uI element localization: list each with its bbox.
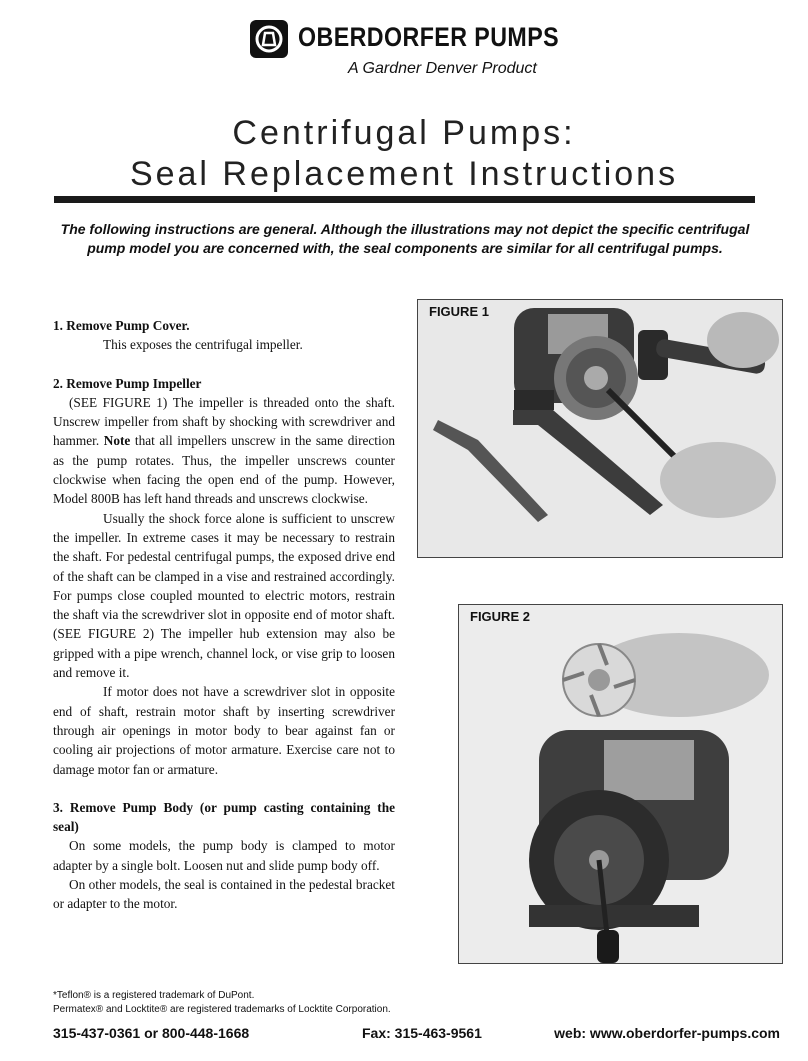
trademark-notes [53,989,391,1017]
brand-tagline: A Gardner Denver Product [348,60,537,77]
step1-heading: 1. Remove Pump Cover. [53,318,190,333]
figure-2-photo [459,605,782,963]
permatex-note: Permatex® and Locktite® are registered trademarks of Locktite Corporation. [53,1004,391,1015]
step3-paragraph1: On some models, the pump body is clamped to motor adapter by a single bolt. Loosen nut and slide pump body off. [53,838,395,873]
figure-1 [417,299,783,558]
note-label: Note [103,433,131,449]
step3-paragraph2: On other models, the seal is contained in the pedestal bracket or adapter to the motor. [53,877,395,912]
step1-body: This exposes the centrifugal impeller. [103,337,303,353]
footer-web[interactable]: web: www.oberdorfer-pumps.com [554,1025,780,1041]
step2-paragraph2: Usually the shock force alone is sufficient to unscrew the impeller. In extreme cases it may be necessary to restrain the shaft. For pedestal centrifugal pumps, the exposed drive end of the shaft can be clamped in a vise and restrained accordingly. For pumps close coupled mounted to electric motors, restrain the shaft via the screwdriver slot in opposite end of motor shaft. (SEE FIGURE 2) The impeller hub extension may also be gripped with a pipe wrench, channel lock, or vise grip to loosen and remove it. [53,510,395,681]
step2-paragraph1: (SEE FIGURE 1) The impeller is threaded onto the shaft. Unscrew impeller from shaft by shocking with screwdriver and hammer. Note that all impellers unscrew in the same direction as the pump rotates. Thus, the impeller unscrews counter clockwise when facing the open end of the pump. However, Model 800B has left hand threads and unscrews clockwise. [53,394,395,507]
instructions-column [53,316,395,914]
figure-2-label: FIGURE 2 [470,609,530,624]
figure-1-label: FIGURE 1 [429,304,489,319]
page-title-line1: Centrifugal Pumps: [232,114,576,152]
title-divider [54,196,755,203]
brand-name: OBERDORFER PUMPS [298,22,560,52]
logo-icon [250,20,288,58]
footer-phone: 315-437-0361 or 800-448-1668 [53,1025,250,1041]
page-title-line2: Seal Replacement Instructions [129,155,679,193]
step2-heading: 2. Remove Pump Impeller [53,375,202,391]
figure-2 [458,604,783,964]
footer-fax: Fax: 315-463-9561 [362,1025,482,1041]
teflon-note: *Teflon® is a registered trademark of DuPont. [53,990,255,1001]
intro-text: The following instructions are general. Although the illustrations may not depict the specific centrifugal pump model you are concerned with, the seal components are similar for all centrifugal pumps. [60,221,750,256]
step2-paragraph3: If motor does not have a screwdriver slot in opposite end of shaft, restrain motor shaft by inserting screwdriver through air openings in motor body to bear against fan or cooling air projections of motor armature. Exercise care not to damage motor fan or armature. [53,684,395,777]
figure-1-photo [418,300,782,557]
step3-heading: 3. Remove Pump Body (or pump casting containing the seal) [53,799,395,835]
